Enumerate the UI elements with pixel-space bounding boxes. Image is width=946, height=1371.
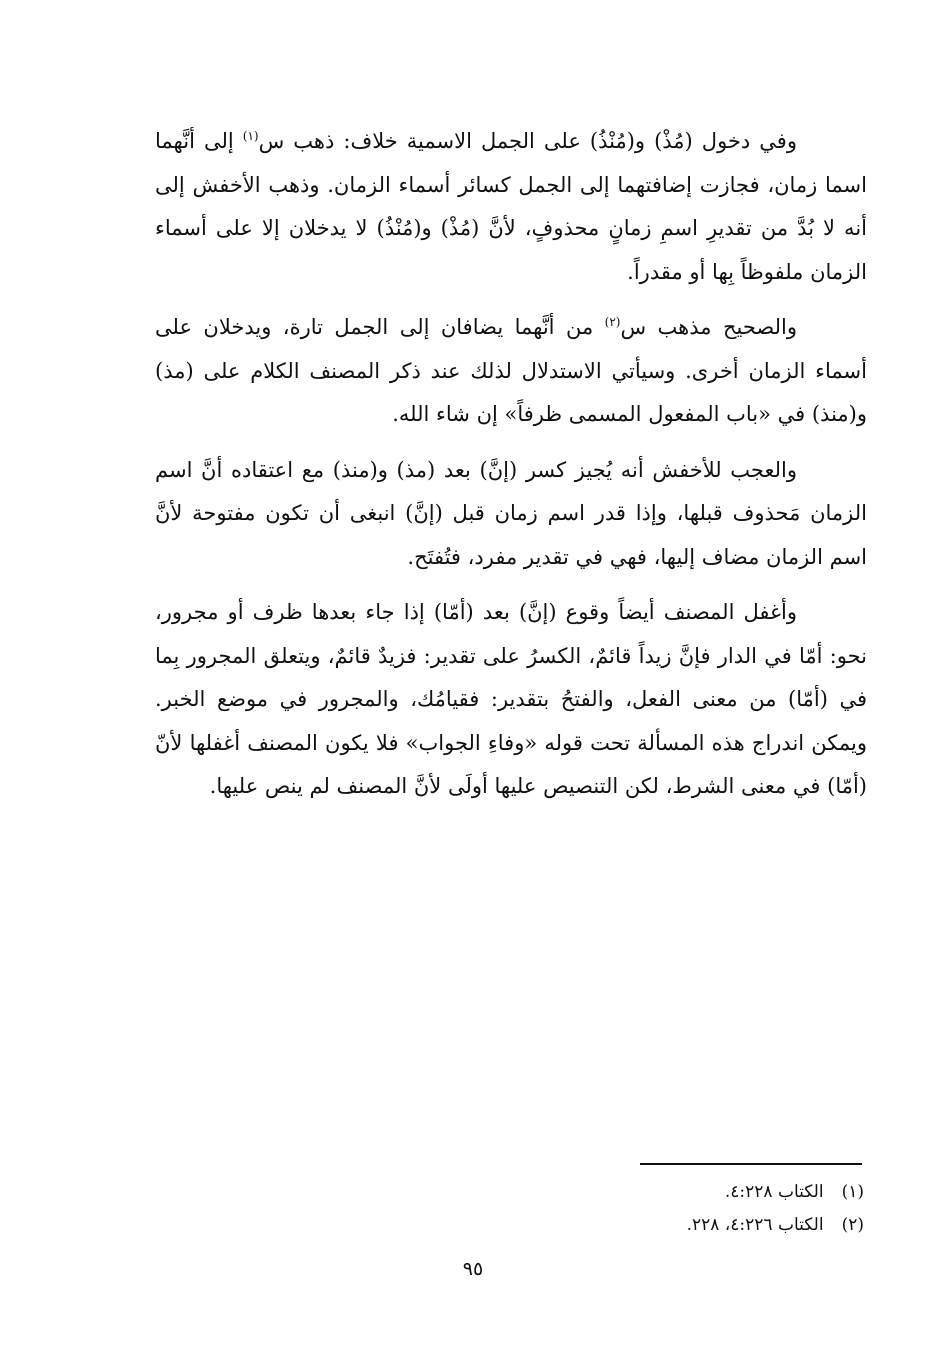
footnote-2 (404, 1209, 864, 1242)
paragraph-2-text-a: والصحيح مذهب س (620, 315, 797, 339)
footnote-1 (404, 1176, 864, 1209)
footnote-2-text: الكتاب ٤:٢٢٦، ٢٢٨. (686, 1215, 824, 1235)
paragraph-2 (155, 306, 867, 437)
footnotes (404, 1176, 864, 1242)
paragraph-4: وأغفل المصنف أيضاً وقوع (إنَّ) بعد (أمّا) إذا جاء بعدها ظرف أو مجرور، نحو: أمّا في الدار فإنَّ زيداً قائمٌ، الكسرُ على تقدير: فزيدٌ قائمٌ، ويتعلق المجرور بِما في (أمّا) من معنى الفعل، والفتحُ بتقدير: فقيامُك، والمجرور في موضع الخبر. ويمكن اندراج هذه المسألة تحت قوله «وفاءِ الجواب» فلا يكون المصنف أغفلها لأنّ (أمّا) في معنى الشرط، لكن التنصيص عليها أولَى لأنَّ المصنف لم ينص عليها. (155, 600, 867, 798)
footnote-ref-1[interactable]: (١) (242, 129, 259, 143)
paragraph-1-text-a: وفي دخول (مُذْ) و(مُنْذُ) على الجمل الاسمية خلاف: ذهب س (258, 129, 797, 153)
paragraph-1 (155, 120, 867, 294)
paragraph-1-text-b: إلى أنَّهما اسما زمان، فجازت إضافتهما إلى الجمل كسائر أسماء الزمان. وذهب الأخفش إلى أنه لا بُدَّ من تقديرِ اسمِ زمانٍ محذوفٍ، لأنَّ (مُذْ) و(مُنْذُ) لا يدخلان إلا على أسماء الزمان ملفوظاً بِها أو مقدراً. (155, 129, 867, 284)
footnote-1-number: (١) (841, 1182, 864, 1202)
footnote-divider (640, 1163, 862, 1165)
footnote-ref-2[interactable]: (٢) (604, 315, 621, 329)
page-number: ٩٥ (462, 1258, 484, 1280)
footnote-1-text: الكتاب ٤:٢٢٨. (724, 1182, 824, 1202)
page-body (155, 120, 867, 809)
paragraph-2-text-b: من أنَّهما يضافان إلى الجمل تارة، ويدخلان على أسماء الزمان أخرى. وسيأتي الاستدلال لذلك عند ذكر المصنف الكلام على (مذ) و(منذ) في «باب المفعول المسمى ظرفاً» إن شاء الله. (155, 315, 867, 426)
paragraph-3: والعجب للأخفش أنه يُجيز كسر (إنَّ) بعد (مذ) و(منذ) مع اعتقاده أنَّ اسم الزمان مَحذوف قبلها، وإذا قدر اسم زمان قبل (إنَّ) انبغى أن تكون مفتوحة لأنَّ اسم الزمان مضاف إليها، فهي في تقدير مفرد، فتُفتَح. (155, 457, 867, 569)
footnote-2-number: (٢) (841, 1215, 864, 1235)
